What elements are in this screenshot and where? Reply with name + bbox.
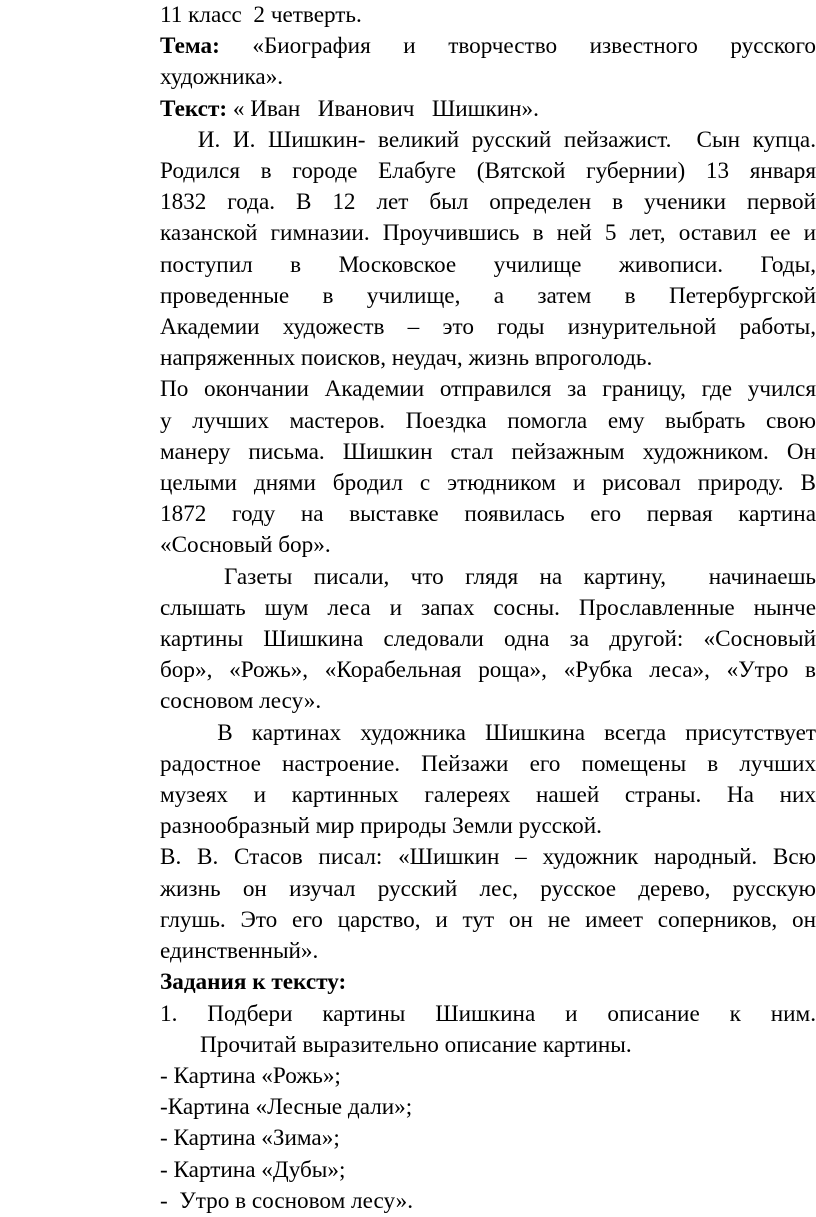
p2-line: 1872 году на выставке появилась его первая картина [160,501,816,528]
p1-line: 1832 года. В 12 лет был определен в ученики первой [160,189,816,216]
text-title-value: « Иван Иванович Шишкин». [227,95,539,122]
p4-line: музеях и картинных галереях нашей страны. На них [160,782,816,809]
p2-line: целыми днями бродил с этюдником и рисовал природу. В [160,470,816,497]
p1-line: напряженных поисков, неудач, жизнь впроголодь. [160,345,653,372]
p5-line: В. В. Стасов писал: «Шишкин – художник народный. Всю [160,844,816,871]
p4-line: радостное настроение. Пейзажи его помещены в лучших [160,750,816,777]
task-item-1: 1. Подбери картины Шишкина и описание к ним. [160,1000,816,1027]
grade-quarter-line: 11 класс 2 четверть. [160,2,362,28]
topic-line [160,31,816,62]
task-list-item: - Утро в сосновом лесу». [160,1187,414,1214]
p1-line: И. И. Шишкин- великий русский пейзажист. Сын купца. [160,126,816,153]
task-list-item: - Картина «Рожь»; [160,1062,341,1089]
p3-line: Газеты писали, что глядя на картину, начинаешь [160,563,816,590]
p4-line: В картинах художника Шишкина всегда присутствует [160,719,816,746]
topic-label: Тема: [160,33,220,60]
task-list-item: -Картина «Лесные дали»; [160,1094,413,1121]
topic-line-2: художника». [160,64,284,91]
document-page [160,0,816,1217]
p5-line: глушь. Это его царство, и тут он не имеет соперников, он [160,906,816,933]
p2-line: у лучших мастеров. Поездка помогла ему выбрать свою [160,407,816,434]
p5-line: жизнь он изучал русский лес, русское дерево, русскую [160,875,816,902]
p2-line: манеру письма. Шишкин стал пейзажным художником. Он [160,438,816,465]
p4-line: разнообразный мир природы Земли русской. [160,813,602,840]
text-title-label: Текст: [160,95,228,122]
task-item-1-continued: Прочитай выразительно описание картины. [200,1031,632,1058]
p1-line: Родился в городе Елабуге (Вятской губернии) 13 января [160,158,816,185]
topic-text: «Биография и творчество известного русского [219,33,816,60]
tasks-heading: Задания к тексту: [160,969,347,996]
text-title-line [160,94,816,125]
p3-line: картины Шишкина следовали одна за другой: «Сосновый [160,626,816,653]
p2-line: По окончании Академии отправился за границу, где учился [160,376,816,403]
p1-line: казанской гимназии. Проучившись в ней 5 лет, оставил ее и [160,220,816,247]
p5-line: единственный». [160,938,319,965]
task-list-item: - Картина «Дубы»; [160,1156,346,1183]
p3-line: сосновом лесу». [160,688,322,715]
task-list-item: - Картина «Зима»; [160,1125,340,1152]
p2-line: «Сосновый бор». [160,532,331,559]
p3-line: бор», «Рожь», «Корабельная роща», «Рубка леса», «Утро в [160,657,816,684]
p1-line: поступил в Московское училище живописи. Годы, [160,251,816,278]
p3-line: слышать шум леса и запах сосны. Прославленные нынче [160,594,816,621]
p1-line: проведенные в училище, а затем в Петербургской [160,282,816,309]
p1-line: Академии художеств – это годы изнурительной работы, [160,314,816,341]
